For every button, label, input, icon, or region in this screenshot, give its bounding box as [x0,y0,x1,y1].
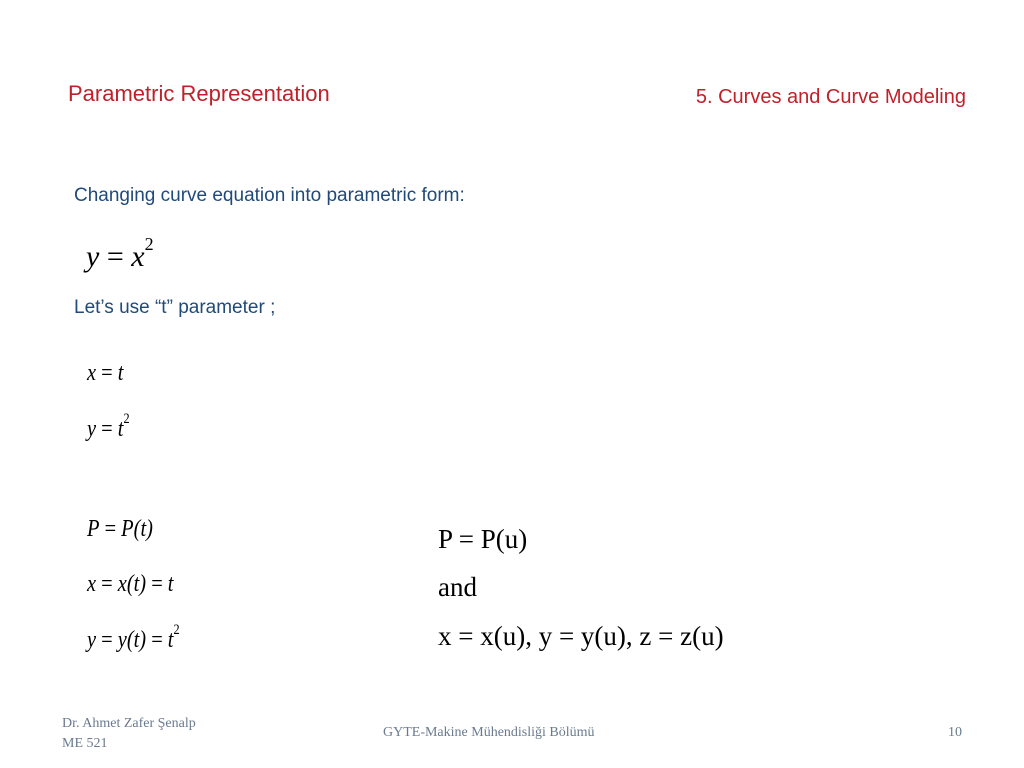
equation-P-of-t: P = P(t) [87,516,153,542]
slide-title: Parametric Representation [68,81,330,106]
page-number: 10 [948,725,962,740]
equation-y-equals-t-squared: $y = t^2$ [87,411,130,442]
footer-course: ME 521 [62,736,108,751]
equation-curve: $y = x^2$ [86,233,154,273]
parameter-text: Let’s use “t” parameter ; [74,297,276,318]
equation-x-equals-t: x = t [87,360,124,386]
footer-author: Dr. Ahmet Zafer Şenalp [62,716,196,731]
equation-xyz-of-u: x = x(u), y = y(u), z = z(u) [438,621,724,651]
intro-text: Changing curve equation into parametric form: [74,185,465,206]
equation-P-of-u: P = P(u) [438,524,528,554]
footer-department: GYTE-Makine Mühendisliği Bölümü [383,725,595,740]
equation-x-of-t: x = x(t) = t [87,571,174,597]
footer-author-block [62,714,196,754]
equation-y-of-t: $y = y(t) = t^2$ [87,622,180,653]
section-title: 5. Curves and Curve Modeling [695,86,966,108]
and-text: and [438,572,477,602]
